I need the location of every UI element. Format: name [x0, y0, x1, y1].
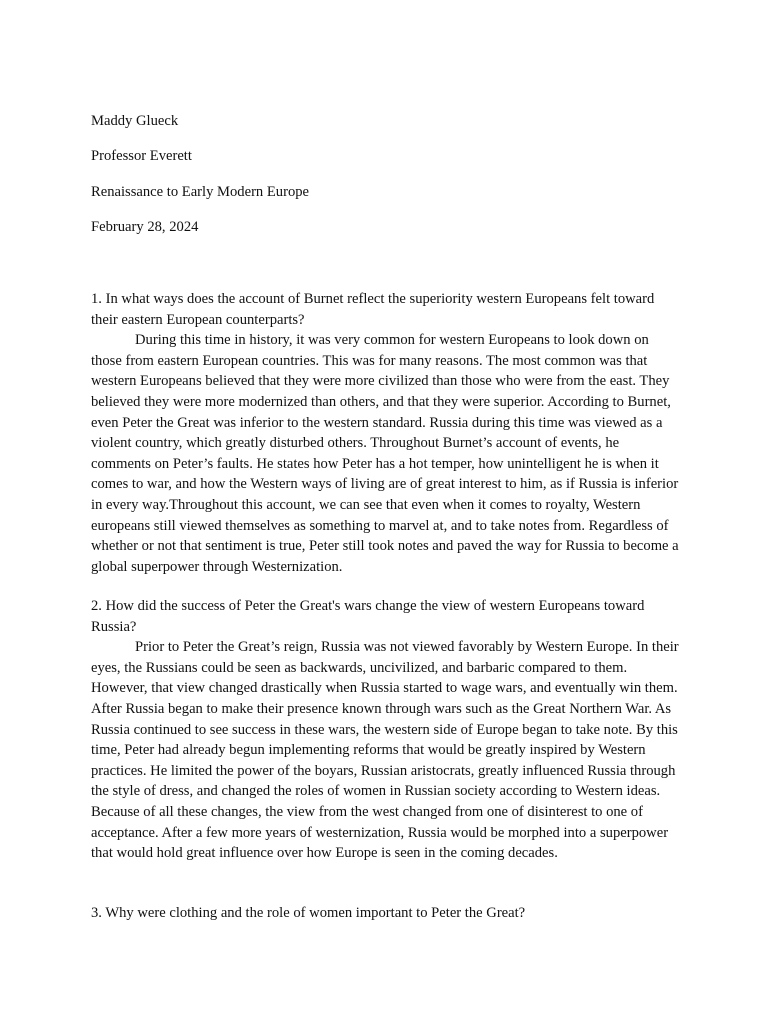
section-2	[91, 596, 681, 864]
answer-2: Prior to Peter the Great’s reign, Russia was not viewed favorably by Western Europe. In their eyes, the Russians could be seen as backwards, uncivilized, and barbaric compared to them. However, that view changed drastically when Russia started to wage wars, and eventually win them. After Russia began to make their presence known through wars such as the Great Northern War. As Russia continued to see success in these wars, the western side of Europe began to take note. By this time, Peter had already begun implementing reforms that would be greatly inspired by Western practices. He limited the power of the boyars, Russian aristocrats, greatly influenced Russia through the style of dress, and changed the roles of women in Russian society according to Western ideas. Because of all these changes, the view from the west changed from one of disinterest to one of acceptance. After a few more years of westernization, Russia would be morphed into a superpower that would hold great influence over how Europe is seen in the coming decades.	[91, 639, 679, 862]
section-3	[91, 903, 681, 924]
question-1: 1. In what ways does the account of Burnet reflect the superiority western Europeans felt toward their eastern European counterparts?	[91, 291, 655, 328]
question-2: 2. How did the success of Peter the Great's wars change the view of western Europeans toward Russia?	[91, 598, 645, 635]
student-name: Maddy Glueck	[91, 113, 179, 129]
section-1	[91, 289, 681, 577]
answer-1: During this time in history, it was very common for western Europeans to look down on those from eastern European countries. This was for many reasons. The most common was that western Europeans believed that they were more civilized than those who were from the east. They believed they were more modernized than others, and that they were superior. According to Burnet, even Peter the Great was inferior to the western standard. Russia during this time was viewed as a violent country, which greatly disturbed others. Throughout Burnet’s account of events, he comments on Peter’s faults. He states how Peter has a hot temper, how unintelligent he is when it comes to war, and how the Western ways of living are of great interest to him, as if Russia is inferior in every way.Throughout this account, we can see that even when it comes to royalty, Western europeans still viewed themselves as something to marvel at, and to take notes from. Regardless of whether or not that sentiment is true, Peter still took notes and paved the way for Russia to become a global superpower through Westernization.	[91, 332, 679, 575]
course-title: Renaissance to Early Modern Europe	[91, 184, 310, 200]
professor-name: Professor Everett	[91, 148, 192, 164]
question-3: 3. Why were clothing and the role of women important to Peter the Great?	[91, 905, 526, 921]
document-date: February 28, 2024	[91, 219, 199, 235]
